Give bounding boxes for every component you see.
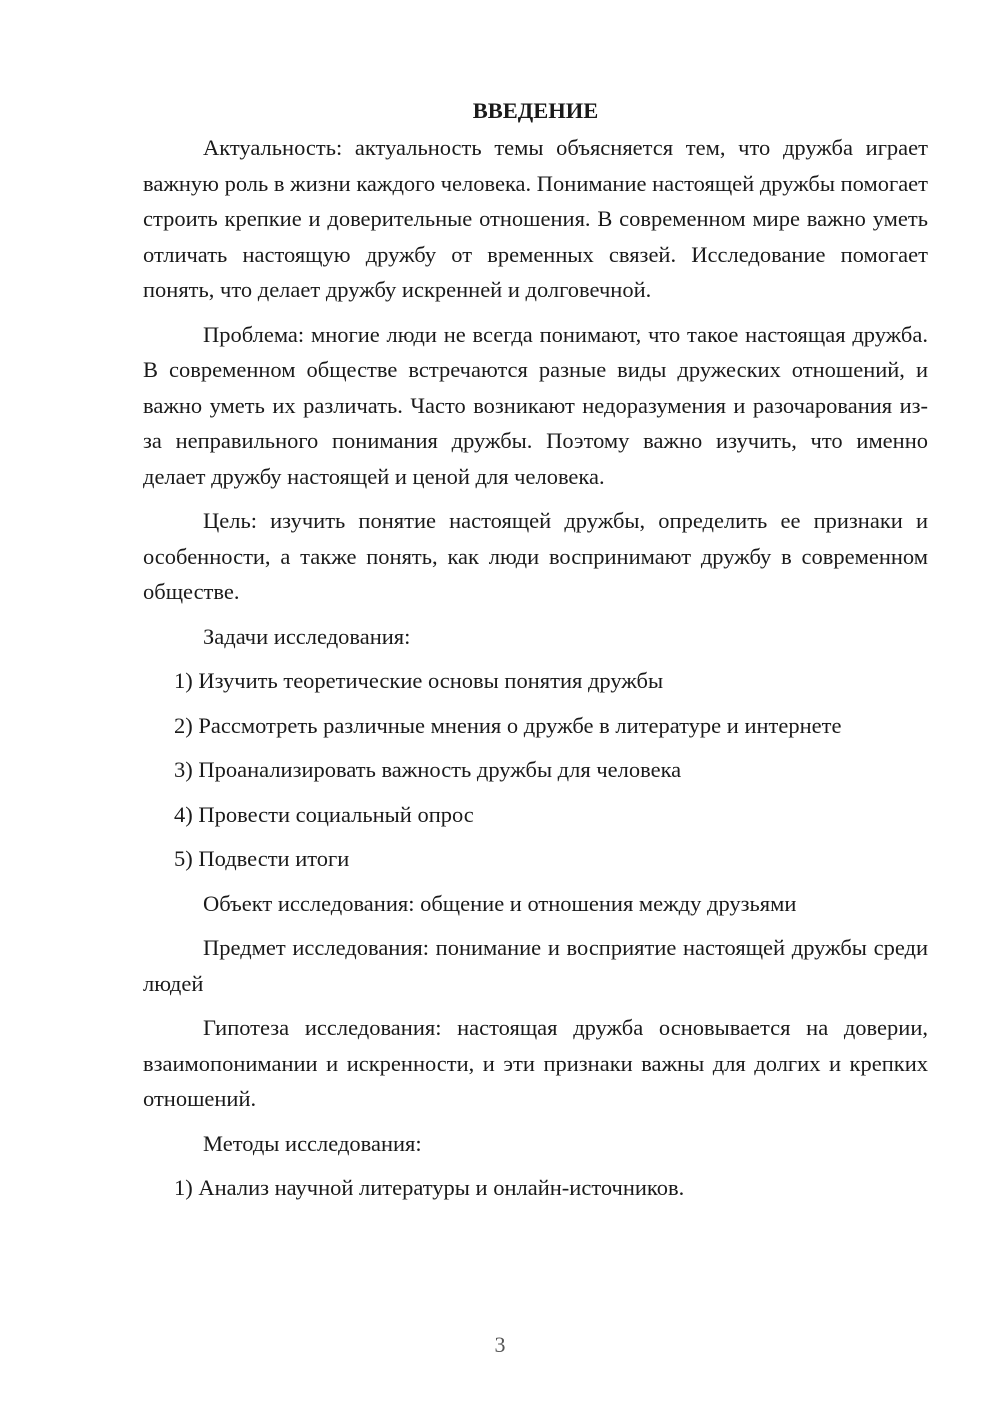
tasks-heading: Задачи исследования: bbox=[203, 623, 411, 649]
page-title: ВВЕДЕНИЕ bbox=[472, 98, 599, 123]
task-item-5: 5) Подвести итоги bbox=[174, 846, 350, 871]
object-paragraph: Объект исследования: общение и отношения между друзьями bbox=[203, 890, 797, 916]
method-item-1: 1) Анализ научной литературы и онлайн-источников. bbox=[174, 1175, 685, 1200]
methods-heading: Методы исследования: bbox=[203, 1130, 422, 1156]
document-page bbox=[143, 93, 928, 1215]
task-item-1: 1) Изучить теоретические основы понятия дружбы bbox=[174, 668, 664, 693]
page-number: 3 bbox=[494, 1332, 506, 1357]
goal-paragraph: Цель: изучить понятие настоящей дружбы, определить ее признаки и особенности, а также понять, как люди воспринимают дружбу в современном обществе. bbox=[143, 508, 928, 604]
task-item-2: 2) Рассмотреть различные мнения о дружбе в литературе и интернете bbox=[174, 712, 842, 738]
relevance-paragraph: Актуальность: актуальность темы объясняется тем, что дружба играет важную роль в жизни каждого человека. Понимание настоящей дружбы помогает строить крепкие и доверительные отношения. В современном мире важно уметь отличать настоящую дружбу от временных связей. Исследование помогает понять, что делает дружбу искренней и долговечной. bbox=[143, 135, 929, 302]
problem-paragraph: Проблема: многие люди не всегда понимают, что такое настоящая дружба. В современном обществе встречаются разные виды дружеских отношений, и важно уметь их различать. Часто возникают недоразумения и разочарования из-за неправильного понимания дружбы. Поэтому важно изучить, что именно делает дружбу настоящей и ценой для человека. bbox=[143, 321, 928, 489]
task-item-3: 3) Проанализировать важность дружбы для человека bbox=[174, 757, 682, 782]
hypothesis-paragraph: Гипотеза исследования: настоящая дружба основывается на доверии, взаимопонимании и искренности, и эти признаки важны для долгих и крепких отношений. bbox=[143, 1015, 928, 1111]
subject-paragraph: Предмет исследования: понимание и восприятие настоящей дружбы среди людей bbox=[143, 935, 928, 996]
task-item-4: 4) Провести социальный опрос bbox=[174, 801, 474, 827]
